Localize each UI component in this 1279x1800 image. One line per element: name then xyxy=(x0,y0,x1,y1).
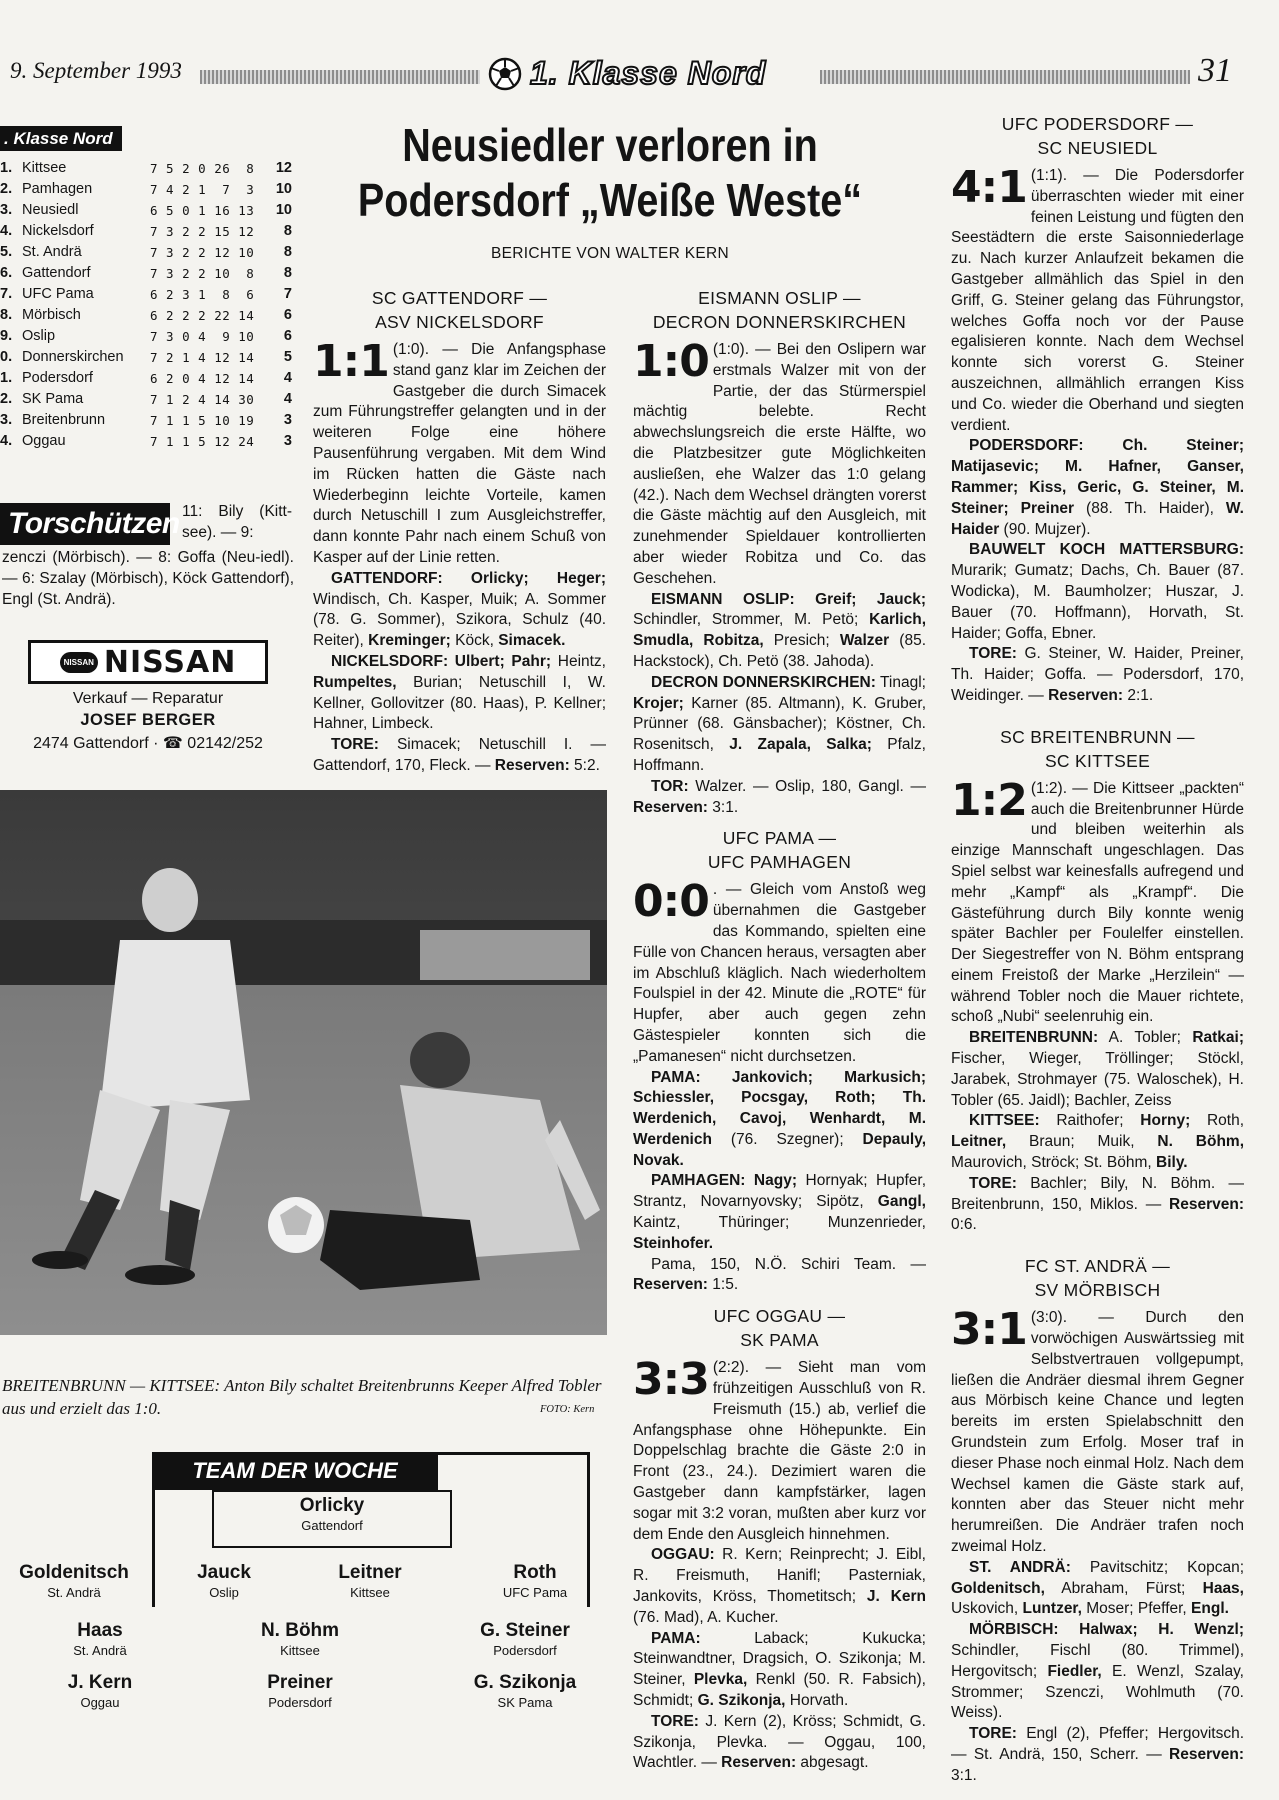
match-report: (1:2). — Die Kittseer „packten“ auch die Breitenbrunner Hürde und bleiben weiterhin als einzige Mannschaft ungeschlagen. Das Spiel selbst war keinesfalls aufregend und mehr „Kampf“ als „Krampf“. Die Gästeführung durch Bily konnte wenig später Bachler per Foulelfer einstellen. Der Siegestreffer von N. Böhm entsprang einem Freistoß der Marke „Herzilein“ — während Tobler noch die Mauer richtete, schoß „Nubi“ seelenruhig ein. xyxy=(951,779,1244,1026)
lineup-away: PAMA: Laback; Kukucka; Steinwandtner, Dragsich, O. Szikonja; M. Steiner, Plevka, Renkl (50. R. Fabsich), Schmidt; G. Szikonja, Horvath. xyxy=(633,1629,926,1710)
lineup-home: PAMA: Jankovich; Markusich; Schiessler, Pocsgay, Roth; Th. Werdenich, Cavoj, Wenhardt, M. Werdenich (76. Szegner); Depauly, Novak. xyxy=(633,1068,926,1169)
match-gattendorf xyxy=(313,278,606,777)
match-title: FC ST. ANDRÄ — xyxy=(1024,1256,1171,1277)
standings-nums: 7 2 1 4 12 14 xyxy=(150,350,255,365)
standings-pos: 8. xyxy=(0,307,13,323)
standings-pts: 8 xyxy=(283,265,292,281)
match-photo xyxy=(0,790,607,1335)
nissan-badge-icon: NISSAN xyxy=(60,652,98,673)
standings-pts: 3 xyxy=(283,412,292,428)
standings-pos: 7. xyxy=(0,286,13,302)
lineup-away: BAUWELT KOCH MATTERSBURG: Murarik; Gumatz; Dachs, Ch. Bauer (87. Wodicka), M. Baumholzer; Huszar, J. Bauer (70. Hoffmann), Horvath, St. Haider; Goffa, Ebner. xyxy=(951,541,1244,642)
team-of-week-player xyxy=(40,1672,160,1711)
match-title: SC GATTENDORF — xyxy=(371,288,548,308)
standings-row xyxy=(0,263,292,284)
match-oslip xyxy=(633,278,926,1774)
standings-row xyxy=(0,410,292,431)
player-name: G. Steiner xyxy=(480,1620,570,1641)
standings-pos: 2. xyxy=(0,181,13,197)
match-podersdorf xyxy=(951,112,1244,1787)
standings-pts: 6 xyxy=(283,307,292,323)
standings-team: Mörbisch xyxy=(22,307,81,323)
team-of-week-player xyxy=(160,1562,288,1601)
player-club: Oslip xyxy=(209,1585,239,1600)
player-club: Kittsee xyxy=(280,1643,320,1658)
standings-team: Oslip xyxy=(22,328,56,344)
player-club: Oggau xyxy=(80,1695,120,1710)
standings-nums: 7 1 2 4 14 30 xyxy=(150,392,255,407)
standings-nums: 6 2 2 2 22 14 xyxy=(150,308,255,323)
goals-line: TORE: G. Steiner, W. Haider, Preiner, Th. Haider; Goffa. — Podersdorf, 170, Weidinger. — Reserven: 2:1. xyxy=(951,645,1244,704)
match-score: 3:1 xyxy=(951,1304,1027,1356)
player-name: Leitner xyxy=(338,1562,402,1583)
player-name: J. Kern xyxy=(67,1672,133,1693)
match-report: (1:1). — Die Podersdorfer überraschten wieder mit einer feinen Leistung und fügten den Seestädtern die erste Saisonniederlage zu. Nach kurzer Anlaufzeit bekamen die Gastgeber allmählich das Spiel in den Griff, G. Steiner gelang das Führungstor, welches Goffa noch vor der Pause egalisieren konnte. Nach dem Wechsel konnte sich vorerst G. Steiner auszeichnen, allmählich errangen Kiss und Co. wieder die Oberhand und siegten verdient. xyxy=(951,167,1244,434)
photo-caption: BREITENBRUNN — KITTSEE: Anton Bily schaltet Breitenbrunns Keeper Alfred Tobler aus und erzielt das 1:0. xyxy=(2,1376,602,1418)
standings-row xyxy=(0,305,292,326)
team-of-week-player xyxy=(230,1672,370,1711)
standings-row xyxy=(0,389,292,410)
standings-nums: 7 4 2 1 7 3 xyxy=(150,182,255,197)
player-name: N. Böhm xyxy=(260,1620,340,1641)
page-number: 31 xyxy=(1198,52,1232,89)
ad-line-3: 2474 Gattendorf · ☎ 02142/252 xyxy=(33,735,263,752)
standings-pts: 10 xyxy=(275,181,292,197)
player-name: Orlicky xyxy=(299,1495,365,1516)
match-title: UFC PODERSDORF — xyxy=(1001,114,1194,134)
standings-pts: 7 xyxy=(283,286,292,302)
lineup-away: NICKELSDORF: Ulbert; Pahr; Heintz, Rumpeltes, Burian; Netuschill I, W. Kellner, Gollovitzer (80. Haas), P. Kellner; Hahner, Limbeck. xyxy=(313,652,606,733)
standings-pts: 6 xyxy=(283,328,292,344)
standings-pts: 4 xyxy=(283,370,292,386)
team-of-week-title: TEAM DER WOCHE xyxy=(152,1452,438,1490)
header-rule-left xyxy=(200,70,480,84)
goals-line: TORE: Engl (2), Pfeffer; Hergovitsch. — St. Andrä, 150, Scherr. — Reserven: 3:1. xyxy=(951,1725,1244,1784)
headline-line-2: Podersdorf „Weiße Weste“ xyxy=(357,174,863,226)
header-rule-right xyxy=(820,70,1190,84)
match-score: 0:0 xyxy=(633,876,709,928)
goals-line: TORE: Bachler; Bily, N. Böhm. — Breitenbrunn, 150, Miklos. — Reserven: 0:6. xyxy=(951,1174,1244,1234)
match-score: 1:1 xyxy=(313,336,389,387)
standings-pos: 4. xyxy=(0,433,13,449)
standings-pts: 5 xyxy=(283,349,292,365)
match-title: SC KITTSEE xyxy=(1044,750,1151,771)
player-club: SK Pama xyxy=(497,1695,553,1710)
match-score: 1:2 xyxy=(951,774,1027,826)
player-name: G. Szikonja xyxy=(473,1672,577,1693)
standings-row xyxy=(0,431,292,452)
photo-illustration xyxy=(0,790,607,1335)
standings-row xyxy=(0,200,292,221)
standings-pos: 0. xyxy=(0,349,13,365)
issue-date: 9. September 1993 xyxy=(10,58,182,83)
standings-team: UFC Pama xyxy=(22,286,94,302)
standings-pos: 6. xyxy=(0,265,13,281)
ad-line-2: JOSEF BERGER xyxy=(80,711,216,729)
standings-pos: 3. xyxy=(0,412,13,428)
section-logo xyxy=(488,55,766,92)
team-of-week-player xyxy=(450,1672,600,1711)
match-report: (1:0). — Bei den Oslipern war erstmals Walzer mit von der Partie, der das Stürmerspiel mächtig belebte. Recht abwechslungsreich die erste Hälfte, wo die Platzbesitzer gute Möglichkeiten ausließen, ehe Walzer das 1:0 gelang (42.). Nach dem Wechsel drängten vorerst die Gäste mächtig auf den Ausgleich, mit zunehmender Spieldauer kontrollierten aber wieder Robitza und Co. das Geschehen. xyxy=(633,341,926,587)
player-club: St. Andrä xyxy=(47,1585,101,1600)
headline-line-1: Neusiedler verloren in xyxy=(402,119,818,171)
match-title: SC NEUSIEDL xyxy=(1037,138,1158,158)
standings-pos: 1. xyxy=(0,160,13,176)
lineup-home: ST. ANDRÄ: Pavitschitz; Kopcan; Goldenitsch, Abraham, Fürst; Haas, Uskovich, Luntzer, Moser; Pfeffer, Engl. xyxy=(951,1558,1245,1618)
football-icon xyxy=(488,57,522,91)
ad-line-1: Verkauf — Reparatur xyxy=(72,690,224,707)
match-score: 3:3 xyxy=(633,1354,709,1406)
standings-title: . Klasse Nord xyxy=(0,126,122,151)
team-of-week-player xyxy=(290,1562,450,1601)
standings-team: St. Andrä xyxy=(22,244,82,260)
lineup-home: BREITENBRUNN: A. Tobler; Ratkai; Fischer, Wieger, Tröllinger; Stöckl, Jarabek, Strohmayer (75. Waloschek), H. Tobler (65. Jaidl); Bachler, Zeiss xyxy=(951,1029,1244,1109)
goals-line: TORE: J. Kern (2), Kröss; Schmidt, G. Szikonja, Plevka. — Oggau, 100, Wachtler. — Reserven: abgesagt. xyxy=(633,1712,926,1772)
standings-team: Kittsee xyxy=(22,160,67,176)
standings-table xyxy=(0,158,292,452)
match-title: SC BREITENBRUNN — xyxy=(1000,726,1195,747)
standings-row xyxy=(0,179,292,200)
standings-team: Podersdorf xyxy=(22,370,93,386)
standings-pts: 8 xyxy=(283,244,292,260)
standings-pos: 2. xyxy=(0,391,13,407)
standings-team: Neusiedl xyxy=(22,202,79,218)
player-club: Podersdorf xyxy=(268,1695,332,1710)
standings-nums: 6 2 3 1 8 6 xyxy=(150,287,255,302)
team-of-week-player xyxy=(470,1562,600,1601)
standings-pts: 3 xyxy=(283,433,292,449)
nissan-ad xyxy=(28,640,268,753)
standings-nums: 6 5 0 1 16 13 xyxy=(150,203,255,218)
standings-team: Pamhagen xyxy=(22,181,93,197)
lineup-home: EISMANN OSLIP: Greif; Jauck; Schindler, Strommer, M. Petö; Karlich, Smudla, Robitza, Presich; Walzer (85. Hackstock), Ch. Petö (38. Jahoda). xyxy=(633,590,927,670)
player-club: Podersdorf xyxy=(493,1643,557,1658)
player-name: Goldenitsch xyxy=(19,1562,129,1583)
team-of-week-player xyxy=(40,1620,160,1659)
match-title: UFC PAMA — xyxy=(722,828,837,849)
standings-row xyxy=(0,284,292,305)
scorers-text-top: 11: Bily (Kitt-see). — 9: xyxy=(182,503,292,541)
lineup-away: MÖRBISCH: Halwax; H. Wenzl; Schindler, Fischl (80. Trimmel), Hergovitsch; Fiedler, E. Wenzl, Szalay, Strommer; Szenczi, Wohlmuth (70. Weiss). xyxy=(951,1621,1244,1722)
standings-team: Oggau xyxy=(22,433,66,449)
lineup-away: PAMHAGEN: Nagy; Hornyak; Hupfer, Strantz, Novarnyovsky; Sipötz, Gangl, Kaintz, Thüringer; Munzenrieder, Steinhofer. xyxy=(633,1172,927,1252)
player-club: Gattendorf xyxy=(301,1518,363,1533)
standings-nums: 7 3 0 4 9 10 xyxy=(150,329,255,344)
standings-team: Gattendorf xyxy=(22,265,91,281)
standings-nums: 7 5 2 0 26 8 xyxy=(150,161,255,176)
photo-credit: FOTO: Kern xyxy=(540,1404,595,1415)
player-club: St. Andrä xyxy=(73,1643,127,1658)
byline: BERICHTE VON WALTER KERN xyxy=(490,245,729,262)
standings-pts: 8 xyxy=(283,223,292,239)
standings-pos: 1. xyxy=(0,370,13,386)
player-name: Haas xyxy=(77,1620,123,1641)
match-score: 1:0 xyxy=(633,336,709,387)
standings-nums: 7 3 2 2 15 12 xyxy=(150,224,255,239)
match-title: SV MÖRBISCH xyxy=(1034,1280,1161,1301)
scorers-text-bottom: zenczi (Mörbisch). — 8: Goffa (Neu-iedl). — 6: Szalay (Mörbisch), Köck Gattendorf), Engl (St. Andrä). xyxy=(2,549,294,608)
goals-line: TORE: Simacek; Netuschill I. — Gattendorf, 170, Fleck. — Reserven: 5:2. xyxy=(313,736,606,774)
standings-pts: 10 xyxy=(275,202,292,218)
lineup-home: OGGAU: R. Kern; Reinprecht; J. Eibl, R. Freismuth, Hanifl; Pasterniak, Jankovits, Kröss, Thometitsch; J. Kern (76. Mad), A. Kucher. xyxy=(633,1546,926,1626)
standings-row xyxy=(0,368,292,389)
standings-row xyxy=(0,347,292,368)
standings-pos: 9. xyxy=(0,328,13,344)
match-report: (3:0). — Durch den vorwöchigen Auswärtssieg mit Selbstvertrauen vollgepumpt, ließen die Andräer diesmal ihrem Gegner aus Mörbisch keine Chance und legten bereits im ersten Spielabschnitt den Grundstein zum Erfolg. Moser traf in dieser Phase noch einmal Holz. Nach dem Wechsel kamen die Gäste stark auf, konnten aber das Steuer nicht mehr herumreißen. Die Andräer trafen noch zweimal Holz. xyxy=(951,1309,1244,1556)
standings-team: Breitenbrunn xyxy=(22,412,106,428)
lineup-home: GATTENDORF: Orlicky; Heger; Windisch, Ch. Kasper, Muik; A. Sommer (78. G. Sommer), Szikora, Schulz (40. Reiter), Kreminger; Köck, Simacek. xyxy=(313,569,606,650)
match-title: SK PAMA xyxy=(740,1330,819,1351)
team-of-week-player xyxy=(0,1562,148,1601)
match-title: EISMANN OSLIP — xyxy=(698,288,861,308)
standings-pts: 4 xyxy=(283,391,292,407)
article-headline xyxy=(343,118,876,228)
standings-row xyxy=(0,242,292,263)
player-name: Roth xyxy=(513,1562,557,1583)
player-name: Jauck xyxy=(197,1562,251,1583)
standings-nums: 7 3 2 2 10 8 xyxy=(150,266,255,281)
standings-pos: 3. xyxy=(0,202,13,218)
match-title: UFC OGGAU — xyxy=(713,1306,846,1327)
match-title: ASV NICKELSDORF xyxy=(375,312,544,332)
section-title: 1. Klasse Nord xyxy=(530,55,767,91)
standings-row xyxy=(0,158,292,179)
standings-nums: 6 2 0 4 12 14 xyxy=(150,371,255,386)
lineup-away: DECRON DONNERSKIRCHEN: Tinagl; Krojer; Karner (85. Altmann), K. Gruber, Prünner (68. Gänsbacher); Köstner, Ch. Rosenitsch, J. Zapala, Salka; Pfalz, Hoffmann. xyxy=(633,673,926,774)
standings-nums: 7 1 1 5 10 19 xyxy=(150,413,255,428)
standings-row xyxy=(0,326,292,347)
match-title: UFC PAMHAGEN xyxy=(707,852,852,873)
standings-pos: 5. xyxy=(0,244,13,260)
lineup-home: PODERSDORF: Ch. Steiner; Matijasevic; M. Hafner, Ganser, Rammer; Kiss, Geric, G. Steiner, M. Steiner; Preiner (88. Th. Haider), W. Haider (90. Mujzer). xyxy=(951,437,1244,538)
team-of-week-player xyxy=(230,1620,370,1659)
player-name: Preiner xyxy=(267,1672,333,1693)
standings-nums: 7 1 1 5 12 24 xyxy=(150,434,255,449)
standings-team: SK Pama xyxy=(22,391,84,407)
standings-team: Donnerskirchen xyxy=(22,349,124,365)
player-club: Kittsee xyxy=(350,1585,390,1600)
match-score: 4:1 xyxy=(951,162,1027,213)
match-report: (2:2). — Sieht man vom frühzeitigen Ausschluß von R. Freismuth (15.) ab, verlief die Anfangsphase ohne Höhepunkte. Ein Doppelschlag brachte die Gäste 2:0 in Front (23., 24.). Dezimiert waren die Gastgeber dann kampfstärker, lagen sogar mit 3:2 voran, mußten aber kurz vor dem Ende den Ausgleich hinnehmen. xyxy=(633,1359,926,1543)
lineup-away: KITTSEE: Raithofer; Horny; Roth, Leitner, Braun; Muik, N. Böhm, Maurovich, Ströck; St. Böhm, Bily. xyxy=(951,1112,1245,1172)
standings-team: Nickelsdorf xyxy=(22,223,94,239)
team-of-week-player xyxy=(450,1620,600,1659)
match-title: DECRON DONNERSKIRCHEN xyxy=(652,312,907,332)
goals-line: Pama, 150, N.Ö. Schiri Team. — Reserven: 1:5. xyxy=(633,1255,926,1294)
goals-line: TOR: Walzer. — Oslip, 180, Gangl. — Reserven: 3:1. xyxy=(633,777,926,816)
player-club: UFC Pama xyxy=(502,1585,568,1600)
standings-pts: 12 xyxy=(275,160,292,176)
standings-nums: 7 3 2 2 12 10 xyxy=(150,245,255,260)
goalkeeper xyxy=(212,1495,452,1534)
scorers-title: Torschützen xyxy=(0,503,170,545)
match-report: . — Gleich vom Anstoß weg übernahmen die Gastgeber das Kommando, spielten eine Fülle von Chancen heraus, versagten aber im Abschluß kläglich. Nach wiederholtem Foulspiel in der 42. Minute die „ROTE“ für Hupfer, aber auch gegen zehn Gästespieler konnten sich die „Pamanesen“ nicht durchsetzen. xyxy=(633,881,926,1065)
standings-row xyxy=(0,221,292,242)
standings-pos: 4. xyxy=(0,223,13,239)
nissan-brand: NISSAN xyxy=(103,644,237,680)
match-report: (1:0). — Die Anfangsphase stand ganz klar im Zeichen der Gastgeber die durch Simacek zum Führungstreffer gelangten und in der weiteren Folge eine höhere Pausenführung vergaben. Mit dem Wind im Rücken hatten die Gäste nach Wiederbeginn leichte Vorteile, kamen durch Netuschill I zum Ausgleichstreffer, dann konnte Pahr nach einem Schuß von Kasper auf der Linie retten. xyxy=(313,341,606,566)
